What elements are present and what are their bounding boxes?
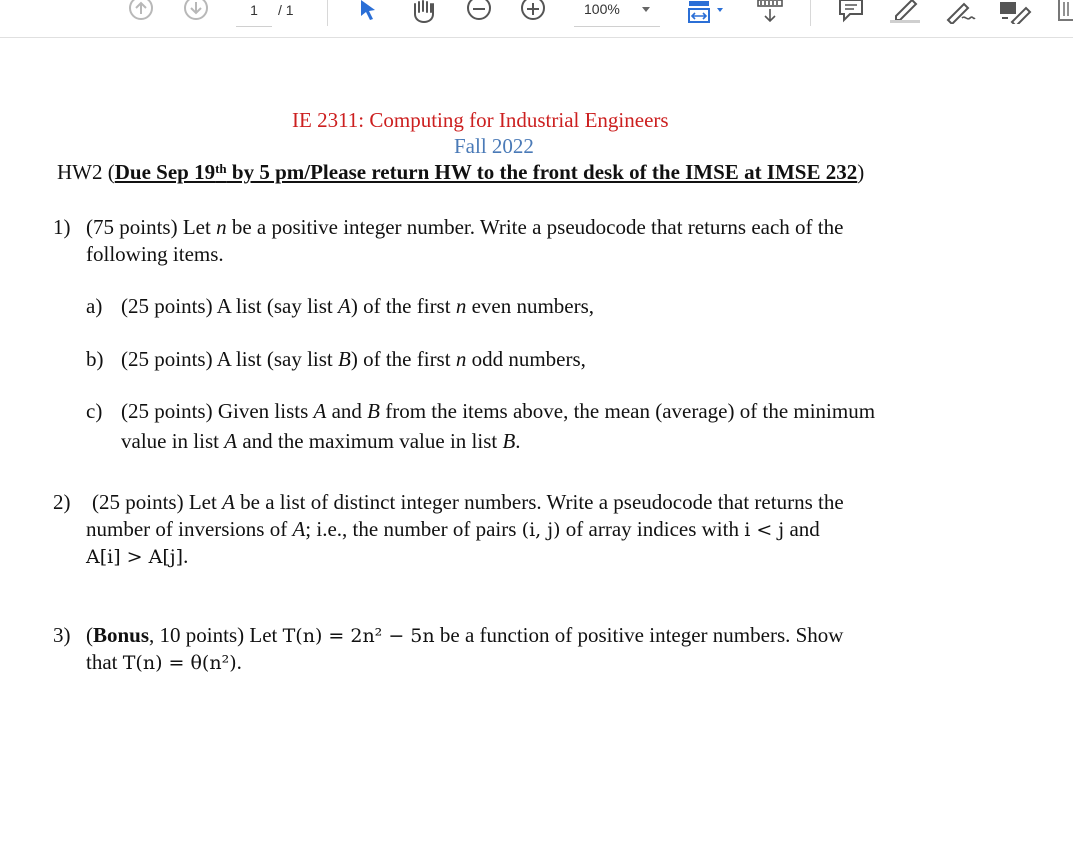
q1b-var-n: n	[455, 347, 467, 371]
zoom-value: 100%	[584, 1, 620, 17]
q1c-label: c)	[86, 399, 103, 423]
q1a-var-a: A	[338, 294, 351, 318]
q1-text: (75 points) Let	[86, 215, 217, 239]
q1a-text-b: ) of the first	[350, 294, 456, 318]
q1b-label: b)	[86, 347, 104, 371]
hw-due-rest: by 5 pm/Please return HW to the front desk of the IMSE at IMSE 232	[226, 160, 858, 184]
chevron-down-icon	[642, 7, 650, 12]
q1a-text	[121, 293, 594, 319]
q1c-line2-a: value in list	[121, 429, 225, 453]
q3-line-1	[86, 622, 843, 649]
q3-open-paren: (	[86, 623, 93, 647]
zoom-select[interactable]	[574, 0, 660, 27]
q1c-text-b: and	[326, 399, 368, 423]
q3-text-a: , 10 points) Let	[149, 623, 283, 647]
zoom-in-icon[interactable]	[519, 0, 547, 22]
q3-number: 3)	[53, 623, 71, 647]
q1c-var-a: A	[313, 399, 327, 423]
q1a-label: a)	[86, 294, 103, 318]
scroll-mode-icon[interactable]	[756, 0, 784, 24]
q3-line2-end: .	[236, 650, 242, 674]
page-total: / 1	[278, 2, 294, 18]
q3-line-2	[86, 649, 242, 676]
q2-number: 2)	[53, 490, 71, 514]
highlight-icon[interactable]	[888, 0, 922, 24]
more-icon[interactable]	[1056, 0, 1073, 24]
q1c-var-b: B	[367, 399, 380, 423]
q2-line2-b: ; i.e., the number of pairs	[305, 517, 522, 541]
q1a-text-c: even numbers,	[466, 294, 595, 318]
hw-due-date: Due Sep 19	[114, 160, 216, 184]
q3-line2-a: that	[86, 650, 123, 674]
hw-due-line	[57, 159, 864, 185]
q3-bonus-label: Bonus	[93, 623, 150, 647]
q1a-text-a: (25 points) A list (say list	[121, 294, 339, 318]
q1c-line2-var-b: B	[502, 429, 516, 453]
q1-number: 1)	[53, 215, 71, 239]
toolbar-divider	[810, 0, 811, 26]
fit-page-icon[interactable]	[687, 0, 727, 24]
q2-math-compare: A[i] > A[j]	[86, 546, 184, 568]
q3-math-theta: T(n) = θ(n²)	[122, 652, 237, 674]
arrow-down-circle-icon[interactable]	[183, 0, 209, 22]
q3-math-function: T(n) = 2n² − 5n	[282, 625, 435, 647]
pdf-toolbar	[0, 0, 1073, 38]
q1b-text-c: odd numbers,	[466, 347, 586, 371]
page-number-input[interactable]: 1	[236, 0, 272, 27]
q2-line2-var: A	[292, 517, 306, 541]
pdf-page	[0, 38, 1073, 867]
q2-line2-d: and	[784, 517, 820, 541]
comment-icon[interactable]	[838, 0, 864, 24]
q1c-text	[121, 398, 875, 424]
q1-var-n: n	[216, 215, 227, 239]
q2-line2-a: number of inversions of	[86, 517, 293, 541]
q1c-line2-b: and the maximum value in list	[237, 429, 503, 453]
select-cursor-icon[interactable]	[357, 0, 379, 22]
q2-line-1	[92, 489, 844, 515]
q1b-text	[121, 346, 586, 372]
q1-line-2: following items.	[86, 242, 224, 266]
term: Fall 2022	[454, 134, 534, 158]
hw-prefix: HW2 (	[57, 160, 115, 184]
q1c-text-c: from the items above, the mean (average) of the minimum	[379, 399, 876, 423]
q2-math-pair: (i, j)	[521, 519, 561, 541]
q1c-line2-c: .	[515, 429, 521, 453]
q1b-text-a: (25 points) A list (say list	[121, 347, 339, 371]
q1c-text-a: (25 points) Given lists	[121, 399, 314, 423]
q1-line-1	[86, 214, 843, 240]
hw-due-text	[115, 160, 858, 184]
hw-suffix: )	[857, 160, 865, 184]
q2-line-3	[86, 543, 188, 570]
hw-due-sup: th	[215, 161, 227, 176]
q2-line-2	[86, 516, 820, 543]
hand-icon[interactable]	[410, 0, 438, 24]
q2-math-ineq: i < j	[744, 519, 785, 541]
edit-text-icon[interactable]	[998, 0, 1032, 24]
q2-text-a: (25 points) Let	[92, 490, 223, 514]
zoom-out-icon[interactable]	[466, 0, 492, 22]
sign-icon[interactable]	[944, 0, 976, 24]
q1b-var-b: B	[338, 347, 351, 371]
course-title: IE 2311: Computing for Industrial Engineers	[292, 108, 669, 132]
arrow-up-circle-icon[interactable]	[128, 0, 154, 22]
q2-line2-c: of array indices with	[560, 517, 745, 541]
q1a-var-n: n	[455, 294, 467, 318]
q2-var-a: A	[222, 490, 235, 514]
q1b-text-b: ) of the first	[350, 347, 456, 371]
q2-line3-end: .	[183, 544, 189, 568]
q1-text-b: be a positive integer number. Write a pseudocode that returns each of the	[226, 215, 844, 239]
q1c-line-2	[121, 428, 521, 454]
q2-text-b: be a list of distinct integer numbers. Write a pseudocode that returns the	[234, 490, 844, 514]
q1c-line2-var-a: A	[224, 429, 238, 453]
q3-text-b: be a function of positive integer numbers. Show	[434, 623, 844, 647]
toolbar-divider	[327, 0, 328, 26]
